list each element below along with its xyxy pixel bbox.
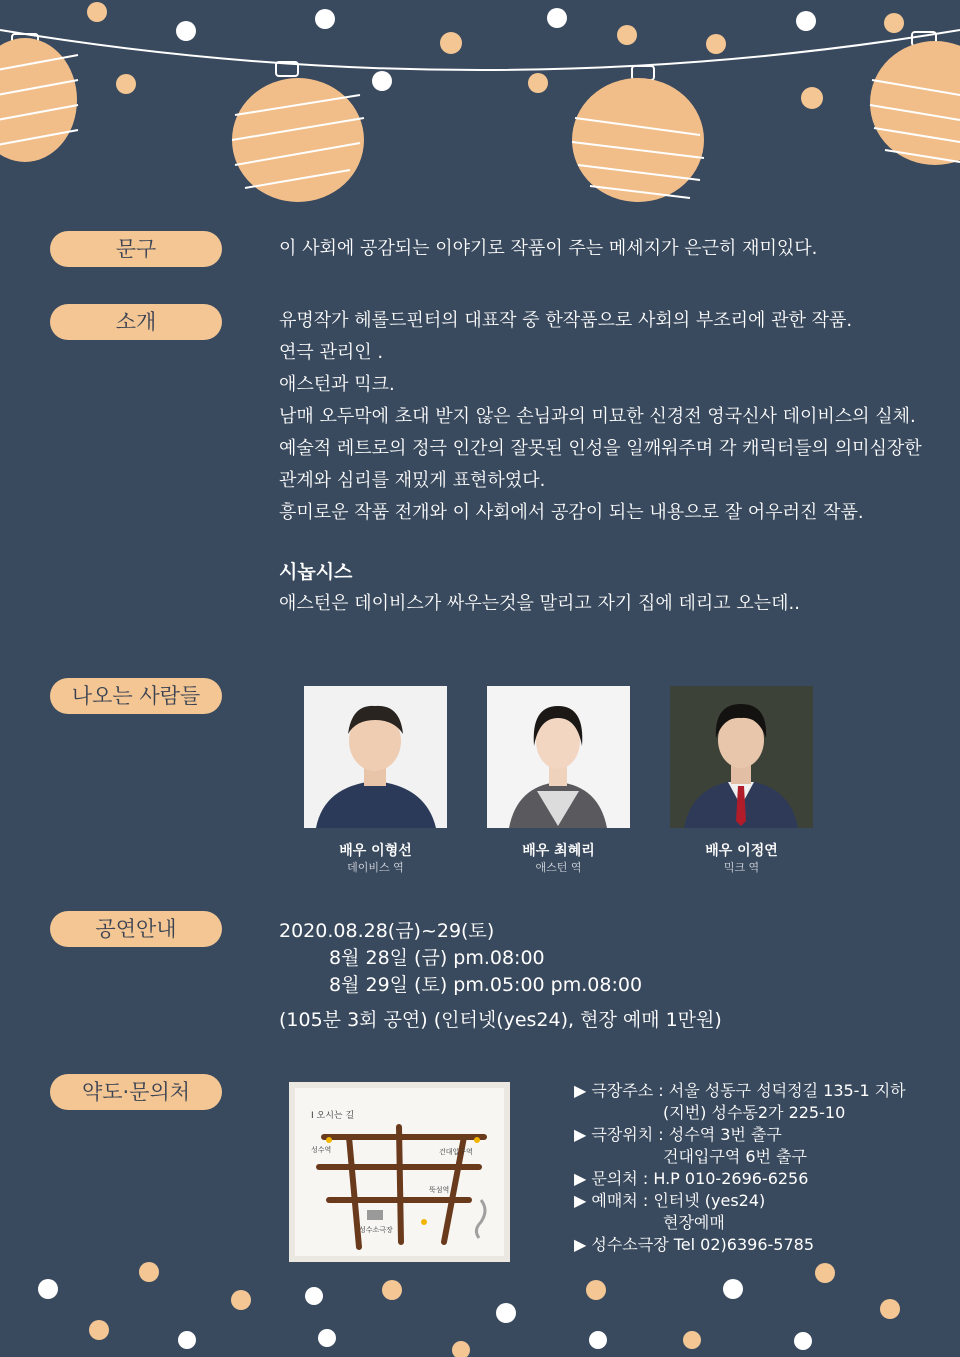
info-address: ▶ 극장주소 : 서울 성동구 성덕정길 135-1 지하 — [574, 1081, 906, 1100]
actor-photo-3 — [670, 686, 813, 828]
contact-info — [574, 1080, 906, 1256]
section-label-phrase: 문구 — [50, 231, 222, 267]
section-label-map: 약도·문의처 — [50, 1074, 222, 1110]
map-label-c: 성수소극장 — [359, 1226, 393, 1234]
intro-line: 유명작가 헤롤드핀터의 대표작 중 한작품으로 사회의 부조리에 관한 작품. — [279, 310, 853, 331]
actor-name: 배우 최혜리 — [522, 843, 595, 859]
synopsis-title: 시놉시스 — [279, 561, 353, 583]
lantern-decoration — [0, 0, 960, 220]
performance-day1: 8월 28일 (금) pm.08:00 — [329, 947, 545, 969]
location-map — [289, 1082, 510, 1262]
section-label-cast: 나오는 사람들 — [50, 678, 222, 714]
info-theater-tel: ▶ 성수소극장 Tel 02)6396-5785 — [574, 1235, 814, 1254]
info-ticket: ▶ 예매처 : 인터넷 (yes24) — [574, 1191, 766, 1210]
intro-line: 연극 관리인 . — [279, 342, 384, 363]
actor-name: 배우 이정연 — [705, 843, 778, 859]
intro-text — [279, 305, 922, 529]
info-location: ▶ 극장위치 : 성수역 3번 출구 — [574, 1125, 782, 1144]
lantern-4 — [870, 32, 960, 165]
actor-name: 배우 이형선 — [339, 843, 412, 859]
phrase-text: 이 사회에 공감되는 이야기로 작품이 주는 메세지가 은근히 재미있다. — [279, 238, 818, 259]
actor-role: 믹크 역 — [723, 861, 760, 874]
info-contact: ▶ 문의처 : H.P 010-2696-6256 — [574, 1169, 809, 1188]
lantern-1 — [0, 34, 78, 162]
info-address-lot: (지번) 성수동2가 225-10 — [663, 1103, 846, 1122]
intro-line: 관계와 심리를 재밌게 표현하였다. — [279, 470, 546, 491]
intro-line: 애스턴과 믹크. — [279, 374, 395, 395]
info-location-2: 건대입구역 6번 출구 — [663, 1147, 807, 1166]
performance-note: (105분 3회 공연) (인터넷(yes24), 현장 예매 1만원) — [279, 1009, 722, 1031]
actor-role: 애스턴 역 — [535, 861, 582, 874]
map-title: I 오시는 길 — [311, 1111, 355, 1121]
intro-line: 흥미로운 작품 전개와 이 사회에서 공감이 되는 내용으로 잘 어우러진 작품. — [279, 502, 864, 523]
actor-role: 데이비스 역 — [347, 861, 404, 874]
lantern-2 — [232, 62, 364, 202]
performance-dates: 2020.08.28(금)~29(토) — [279, 920, 495, 942]
map-label-d: 건대입구역 — [439, 1148, 473, 1156]
lantern-3 — [572, 66, 704, 202]
cast-caption-1 — [304, 842, 447, 875]
intro-line: 예술적 레트로의 정극 인간의 잘못된 인성을 일깨워주며 각 캐릭터들의 의미심장한 — [279, 438, 922, 459]
synopsis-text: 애스턴은 데이비스가 싸우는것을 말리고 자기 집에 데리고 오는데.. — [279, 593, 800, 614]
intro-line: 남매 오두막에 초대 받지 않은 손님과의 미묘한 신경전 영국신사 데이비스의 실체. — [279, 406, 916, 427]
cast-caption-3 — [670, 842, 813, 875]
actor-photo-1 — [304, 686, 447, 828]
section-label-performance: 공연안내 — [50, 911, 222, 947]
map-label-a: 성수역 — [311, 1146, 332, 1154]
cast-caption-2 — [487, 842, 630, 875]
map-label-b: 뚝섬역 — [429, 1186, 450, 1194]
info-ticket-onsite: 현장예매 — [663, 1213, 725, 1232]
section-label-intro: 소개 — [50, 304, 222, 340]
performance-schedule — [279, 918, 722, 1034]
actor-photo-2 — [487, 686, 630, 828]
performance-day2: 8월 29일 (토) pm.05:00 pm.08:00 — [329, 974, 643, 996]
